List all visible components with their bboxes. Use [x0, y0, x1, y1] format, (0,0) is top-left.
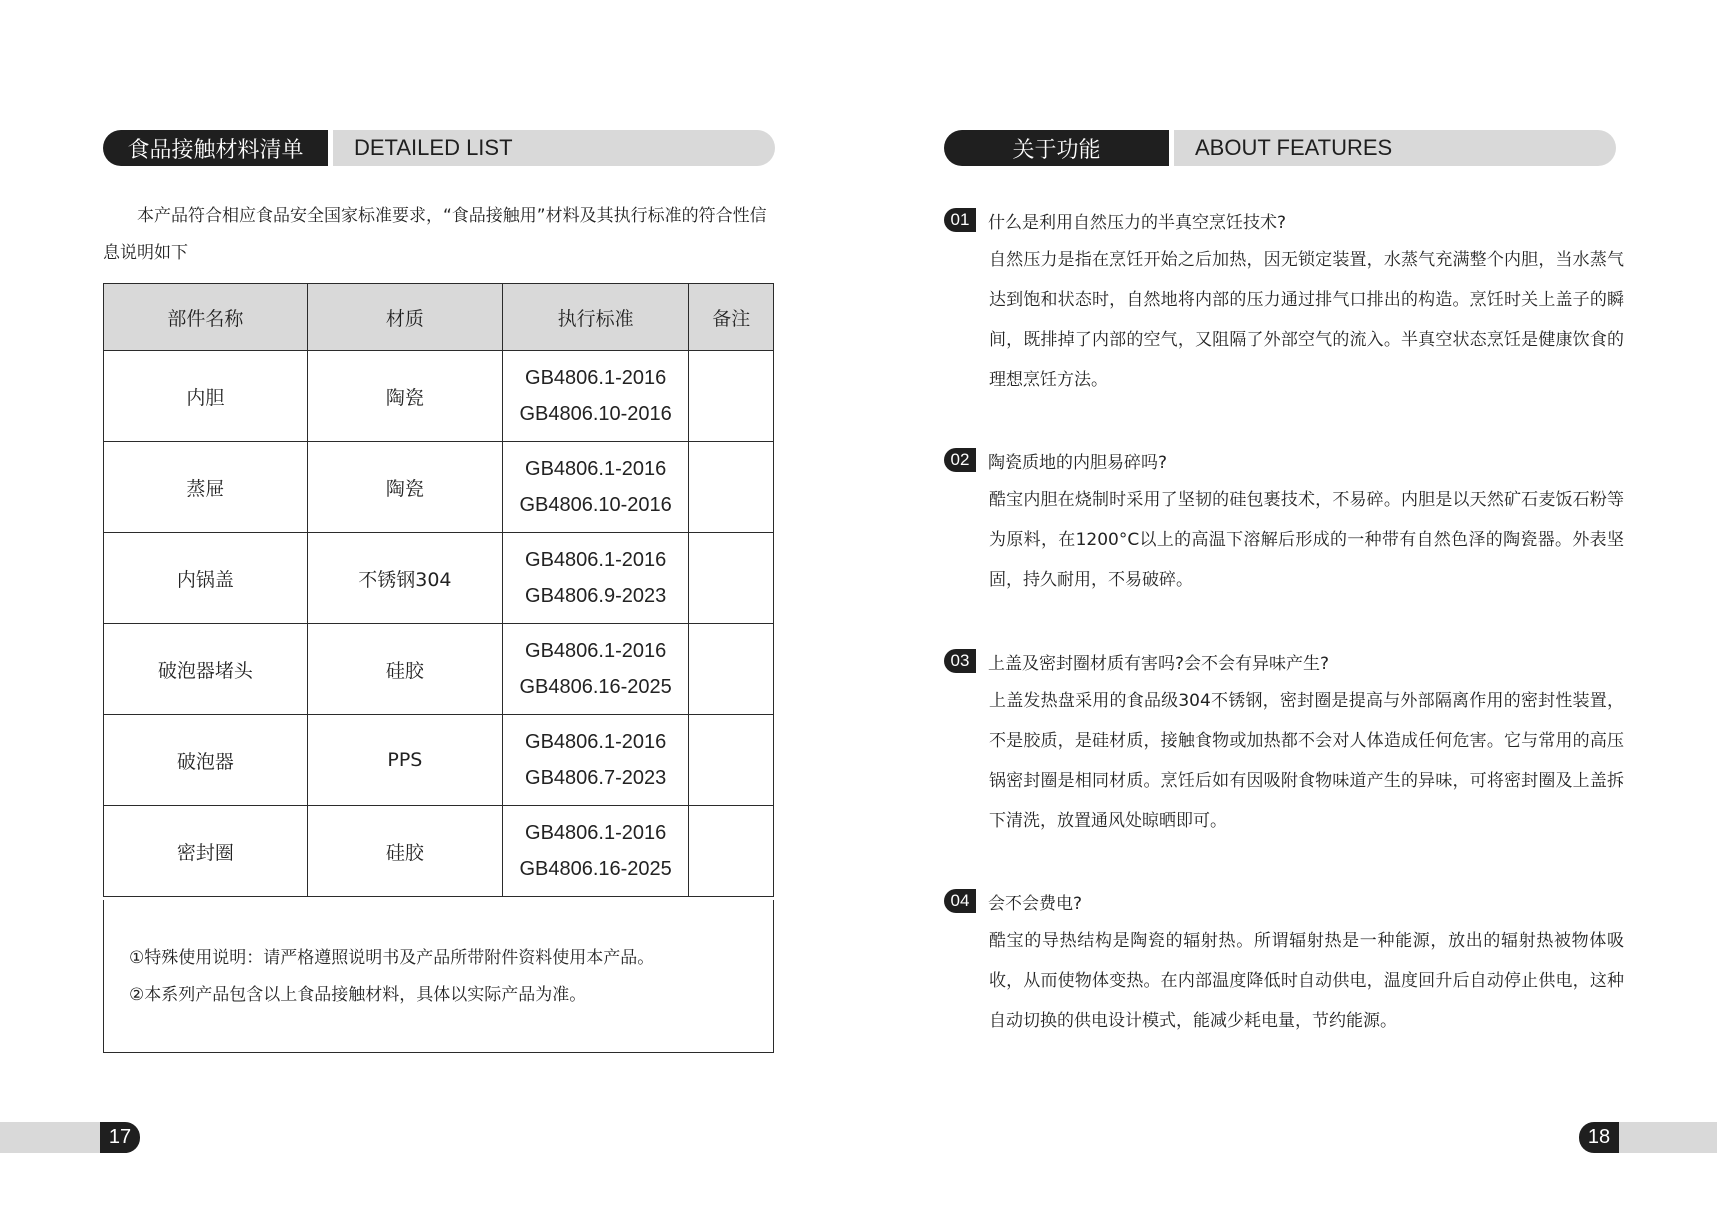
faq-question [944, 200, 1624, 240]
standard-line: GB4806.1-2016 [525, 731, 667, 753]
cell-standard [502, 533, 689, 624]
table-row [104, 806, 774, 897]
cell-remark [689, 442, 774, 533]
cell-remark [689, 806, 774, 897]
cell-standard [502, 351, 689, 442]
faq-question [944, 440, 1624, 480]
faq-item-02 [944, 440, 1624, 600]
standard-line: GB4806.10-2016 [519, 403, 672, 425]
section-title-cn: 关于功能 [944, 130, 1169, 166]
table-row [104, 351, 774, 442]
table-row [104, 715, 774, 806]
standard-line: GB4806.10-2016 [519, 494, 672, 516]
note-line: ①特殊使用说明：请严格遵照说明书及产品所带附件资料使用本产品。 [129, 948, 655, 968]
cell-remark [689, 624, 774, 715]
cell-standard [502, 715, 689, 806]
standard-line: GB4806.1-2016 [525, 640, 667, 662]
cell-standard [502, 624, 689, 715]
faq-item-03 [944, 641, 1624, 841]
cell-material: 不锈钢304 [307, 533, 502, 624]
table-row [104, 442, 774, 533]
cell-part: 破泡器 [104, 715, 308, 806]
table-row [104, 624, 774, 715]
cell-part: 蒸屉 [104, 442, 308, 533]
cell-part: 内胆 [104, 351, 308, 442]
standard-line: GB4806.16-2025 [519, 676, 672, 698]
standard-line: GB4806.7-2023 [525, 767, 667, 789]
standard-line: GB4806.9-2023 [525, 585, 667, 607]
section-title-cn: 食品接触材料清单 [103, 130, 328, 166]
left-page [0, 0, 858, 1224]
question-text: 什么是利用自然压力的半真空烹饪技术? [988, 212, 1287, 233]
question-text: 上盖及密封圈材质有害吗?会不会有异味产生? [988, 653, 1330, 674]
col-header-material: 材质 [307, 284, 502, 351]
cell-material: 陶瓷 [307, 442, 502, 533]
right-page [858, 0, 1717, 1224]
answer-text: 酷宝内胆在烧制时采用了坚韧的硅包裹技术，不易碎。内胆是以天然矿石麦饭石粉等为原料，在1200°C以上的高温下溶解后形成的一种带有自然色泽的陶瓷器。外表坚固，持久耐用，不易破碎。 [989, 490, 1624, 590]
page-number-bar [0, 1122, 103, 1153]
section-title-en: DETAILED LIST [354, 135, 513, 160]
question-number-badge: 04 [944, 889, 976, 913]
section-title-en: ABOUT FEATURES [1195, 135, 1393, 160]
question-text: 会不会费电? [988, 893, 1083, 914]
cell-material: 陶瓷 [307, 351, 502, 442]
note-line: ②本系列产品包含以上食品接触材料，具体以实际产品为准。 [129, 985, 587, 1005]
answer-text: 自然压力是指在烹饪开始之后加热，因无锁定装置，水蒸气充满整个内胆，当水蒸气达到饱和状态时，自然地将内部的压力通过排气口排出的构造。烹饪时关上盖子的瞬间，既排掉了内部的空气，又阻隔了外部空气的流入。半真空状态烹饪是健康饮食的理想烹饪方法。 [989, 250, 1624, 390]
section-header-about-features [944, 130, 1616, 166]
usage-notes-box [103, 900, 774, 1053]
cell-standard [502, 442, 689, 533]
materials-table [103, 283, 774, 897]
faq-item-04 [944, 881, 1624, 1041]
section-header-detailed-list [103, 130, 775, 166]
cell-standard [502, 806, 689, 897]
page-number: 18 [1579, 1122, 1619, 1153]
question-number-badge: 03 [944, 649, 976, 673]
faq-question [944, 881, 1624, 921]
cell-material: PPS [307, 715, 502, 806]
faq-item-01 [944, 200, 1624, 400]
table-row [104, 533, 774, 624]
faq-question [944, 641, 1624, 681]
answer-text: 上盖发热盘采用的食品级304不锈钢，密封圈是提高与外部隔离作用的密封性装置，不是胶质，是硅材质，接触食物或加热都不会对人体造成任何危害。它与常用的高压锅密封圈是相同材质。烹饪后如有因吸附食物味道产生的异味，可将密封圈及上盖拆下清洗，放置通风处晾晒即可。 [989, 691, 1624, 831]
page-number: 17 [100, 1122, 140, 1153]
col-header-remark: 备注 [689, 284, 774, 351]
cell-part: 破泡器堵头 [104, 624, 308, 715]
question-number-badge: 01 [944, 208, 976, 232]
intro-text: 本产品符合相应食品安全国家标准要求，“食品接触用”材料及其执行标准的符合性信息说明如下 [103, 206, 767, 263]
page-number-bar [1619, 1122, 1717, 1153]
cell-material: 硅胶 [307, 806, 502, 897]
question-number-badge: 02 [944, 448, 976, 472]
cell-part: 密封圈 [104, 806, 308, 897]
col-header-standard: 执行标准 [502, 284, 689, 351]
standard-line: GB4806.1-2016 [525, 549, 667, 571]
standard-line: GB4806.16-2025 [519, 858, 672, 880]
cell-material: 硅胶 [307, 624, 502, 715]
table-header-row [104, 284, 774, 351]
col-header-part: 部件名称 [104, 284, 308, 351]
standard-line: GB4806.1-2016 [525, 458, 667, 480]
answer-text: 酷宝的导热结构是陶瓷的辐射热。所谓辐射热是一种能源，放出的辐射热被物体吸收，从而使物体变热。在内部温度降低时自动供电，温度回升后自动停止供电，这种自动切换的供电设计模式，能减少耗电量，节约能源。 [989, 931, 1624, 1031]
question-text: 陶瓷质地的内胆易碎吗? [988, 452, 1168, 473]
cell-remark [689, 715, 774, 806]
cell-remark [689, 351, 774, 442]
cell-remark [689, 533, 774, 624]
standard-line: GB4806.1-2016 [525, 367, 667, 389]
standard-line: GB4806.1-2016 [525, 822, 667, 844]
cell-part: 内锅盖 [104, 533, 308, 624]
